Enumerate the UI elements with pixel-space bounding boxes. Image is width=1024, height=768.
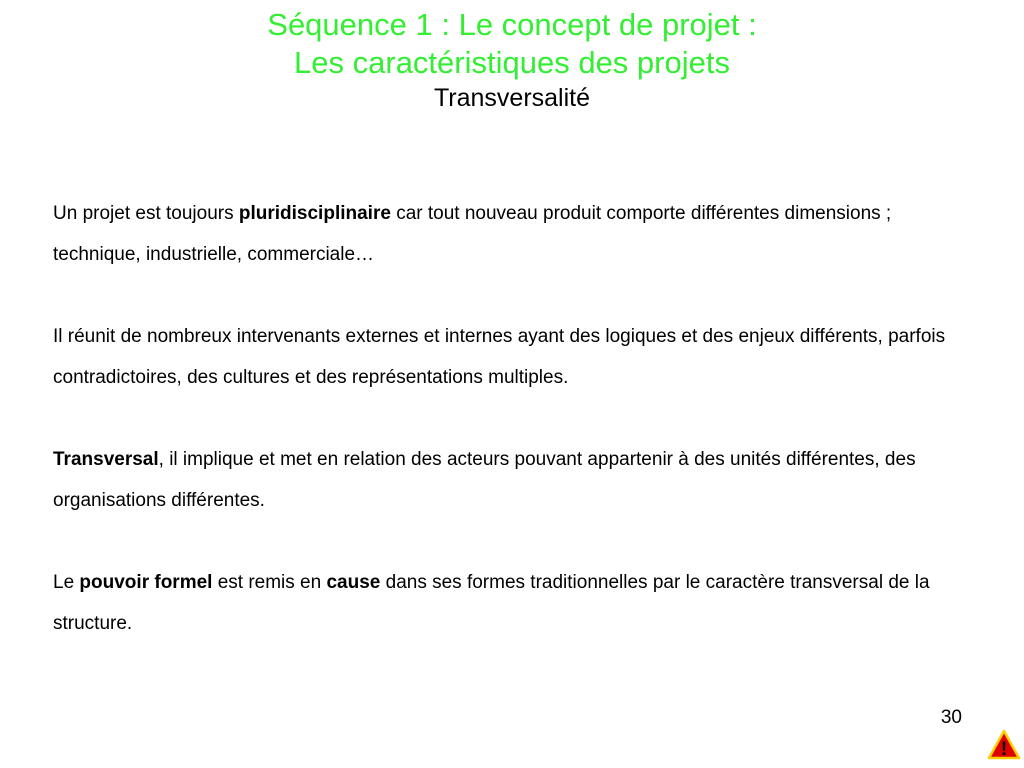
slide-title-line-1: Séquence 1 : Le concept de projet : — [267, 7, 757, 42]
paragraph-text: Il réunit de nombreux intervenants externes et internes ayant des logiques et des enjeux différents, parfois contradictoires, des cultures et des représentations multiples. — [53, 326, 946, 388]
bold-term: Transversal — [53, 449, 159, 470]
slide-body — [53, 193, 963, 644]
title-block — [0, 6, 1024, 113]
paragraph-text: est remis en — [212, 572, 327, 593]
warning-triangle-icon — [987, 729, 1021, 761]
paragraph-text: , il implique et met en relation des acteurs pouvant appartenir à des unités différentes, des organisations différentes. — [53, 449, 916, 511]
bold-term: pouvoir formel — [79, 572, 213, 593]
slide-subtitle: Transversalité — [433, 84, 591, 112]
paragraph-text: Le — [53, 572, 80, 593]
warning-glyph: ! — [1000, 739, 1008, 760]
warning-icon[interactable] — [987, 729, 1021, 761]
paragraph-pouvoir-formel — [53, 562, 963, 644]
bold-term: cause — [326, 572, 381, 593]
paragraph-intervenants — [53, 316, 963, 398]
bold-term: pluridisciplinaire — [238, 203, 391, 224]
slide-title-line-2: Les caractéristiques des projets — [294, 45, 730, 80]
page-number: 30 — [940, 707, 962, 728]
paragraph-pluridisciplinaire — [53, 193, 963, 275]
paragraph-text: Un projet est toujours — [53, 203, 239, 224]
paragraph-text: dans ses formes traditionnelles par le caractère transversal de la structure. — [53, 572, 930, 634]
paragraph-transversal — [53, 439, 963, 521]
paragraph-text: car tout nouveau produit comporte différentes dimensions ; technique, industrielle, commerciale… — [53, 203, 892, 265]
